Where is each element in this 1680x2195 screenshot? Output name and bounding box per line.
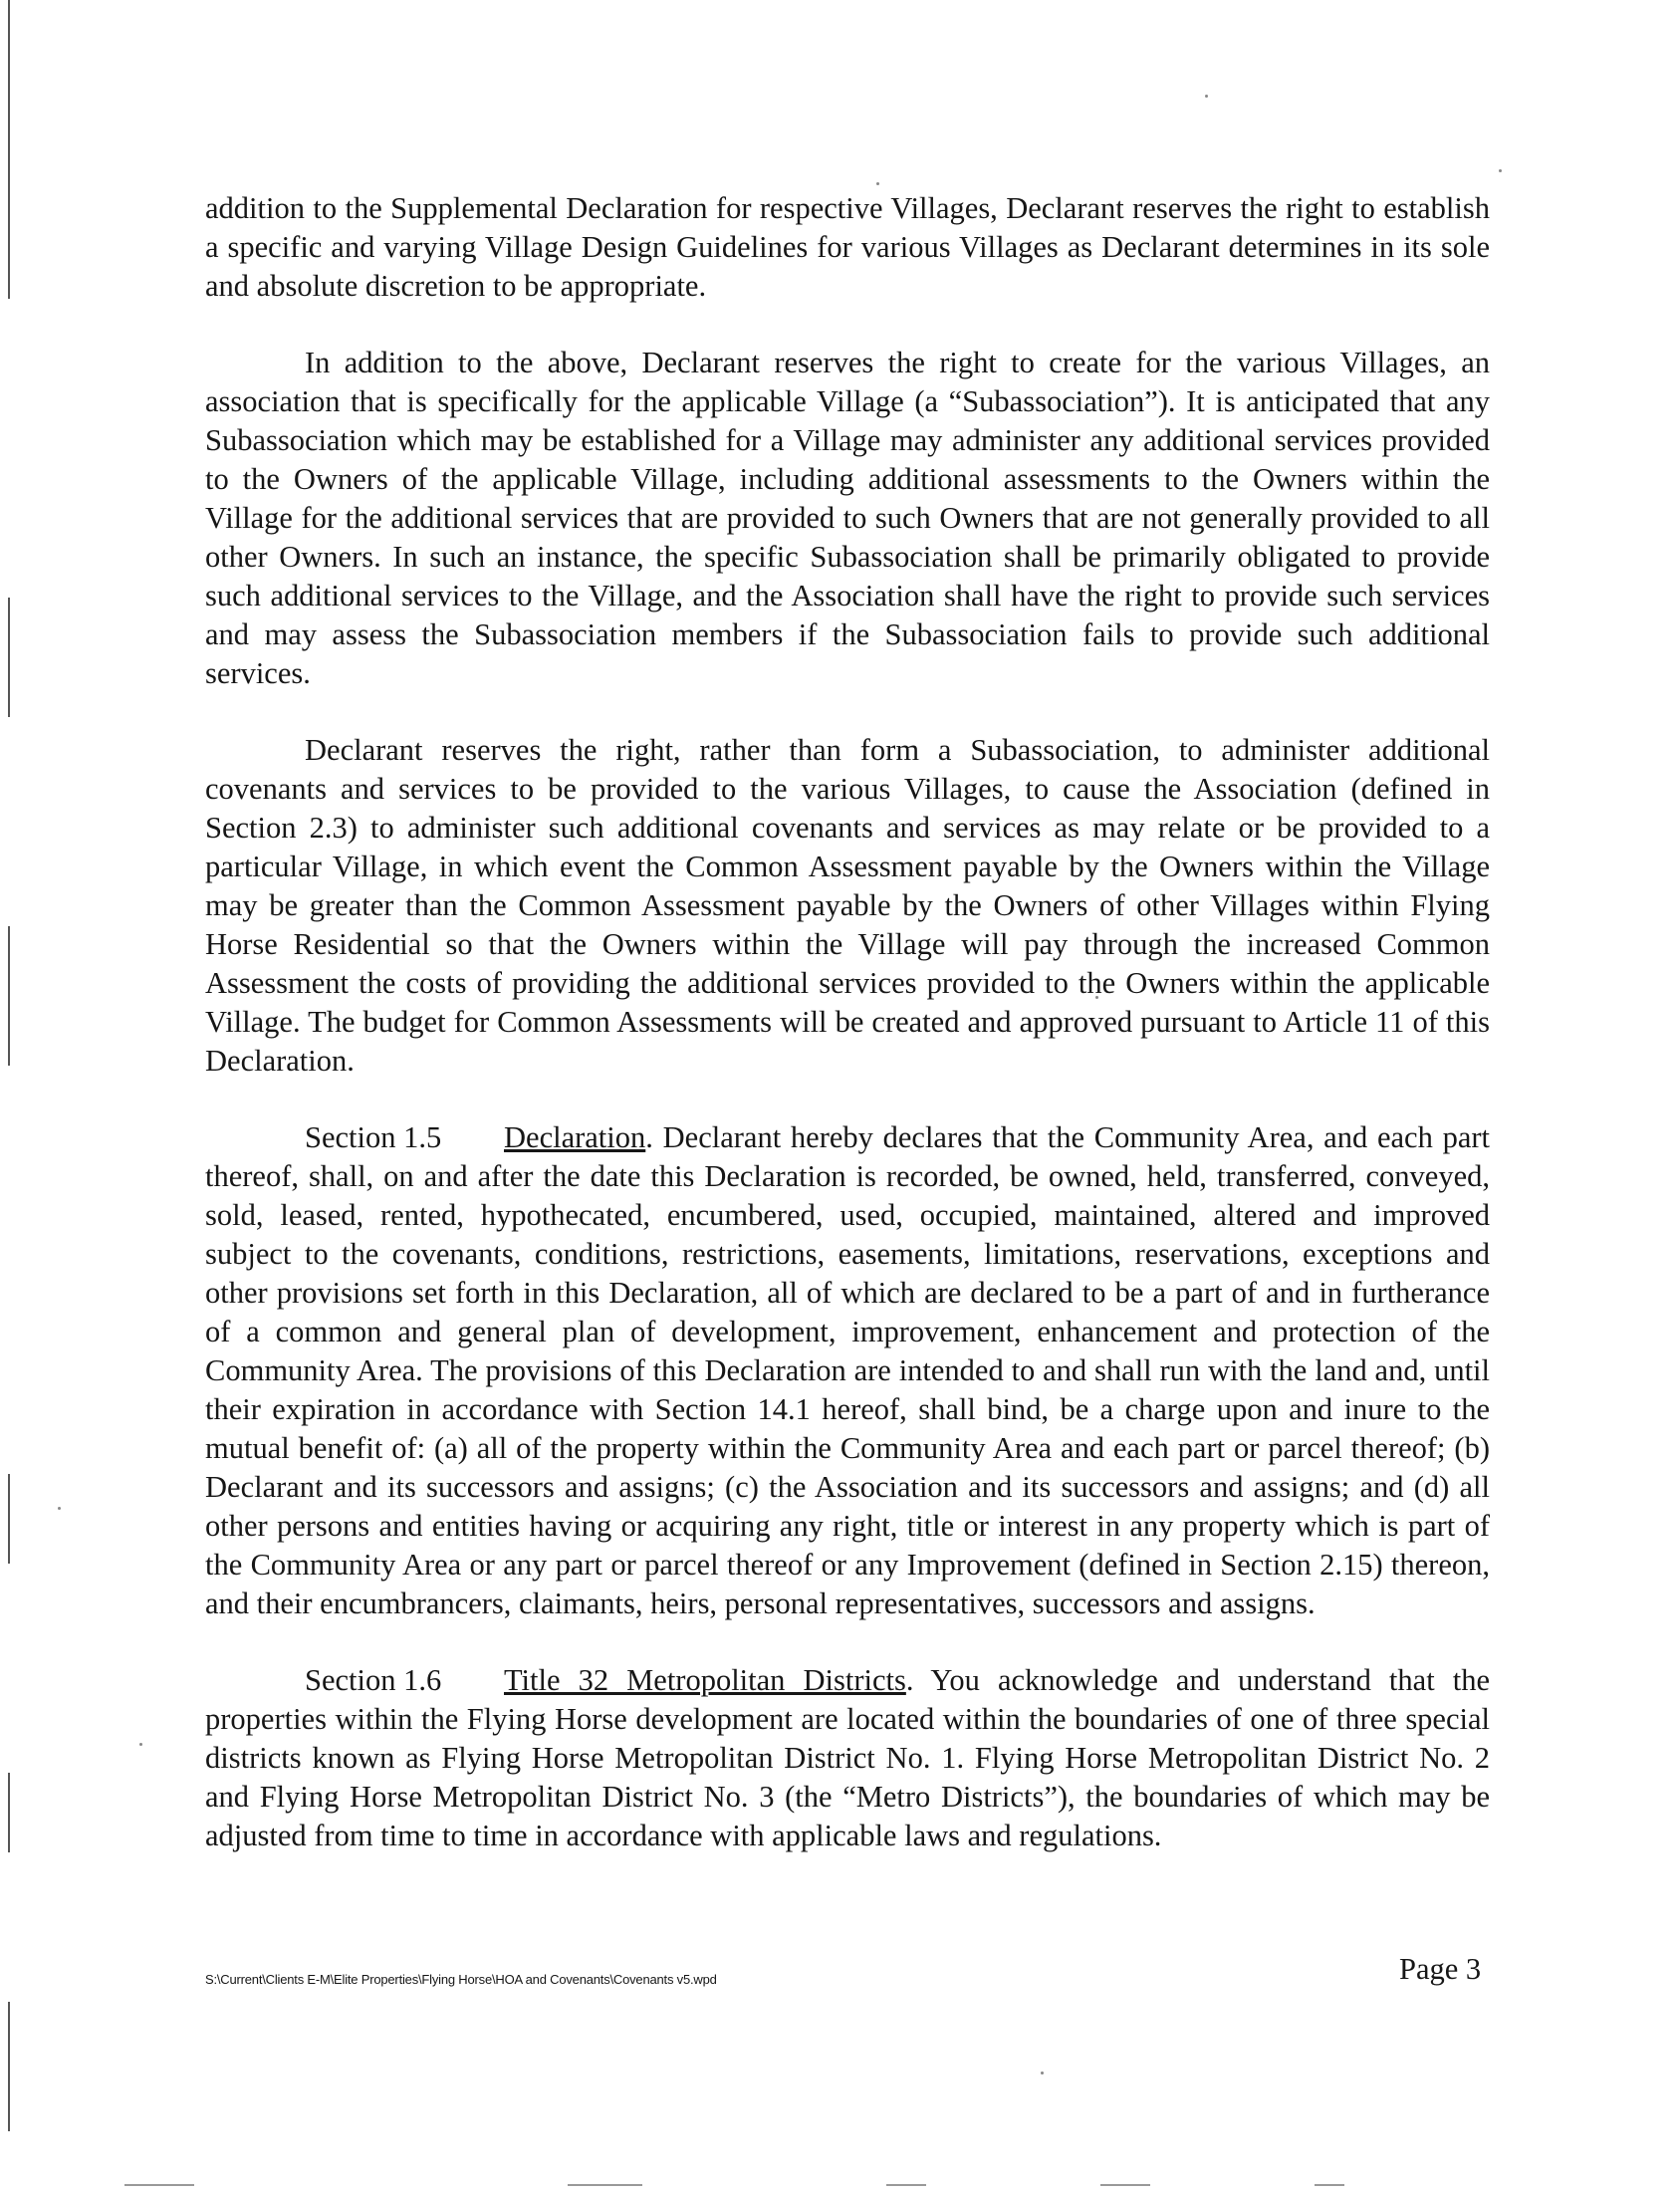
footer-file-path: S:\Current\Clients E-M\Elite Properties\Flying Horse\HOA and Covenants\Covenants v5.wpd	[205, 1972, 717, 1987]
section-1-5-number: Section 1.5	[305, 1120, 442, 1154]
section-1-5-text: . Declarant hereby declares that the Community Area, and each part thereof, shall, on and after the date this Declaration is recorded, be owned, held, transferred, conveyed, sold, leased, rented, hypothecated, encumbered, used, occupied, maintained, altered and improved subject to the covenants, conditions, restrictions, easements, limitations, reservations, exceptions and other provisions set forth in this Declaration, all of which are declared to be a part of and in furtherance of a common and general plan of development, improvement, enhancement and protection of the Community Area. The provisions of this Declaration are intended to and shall run with the land and, until their expiration in accordance with Section 14.1 hereof, shall bind, be a charge upon and inure to the mutual benefit of: (a) all of the property within the Community Area and each part or parcel thereof; (b) Declarant and its successors and assigns; (c) the Association and its successors and assigns; and (d) all other persons and entities having or acquiring any right, title or interest in any property which is part of the Community Area or any part or parcel thereof or any Improvement (defined in Section 2.15) thereon, and their encumbrancers, claimants, heirs, personal representatives, successors and assigns.	[205, 1120, 1490, 1620]
section-1-6-title: Title 32 Metropolitan Districts	[504, 1663, 906, 1697]
scan-edge-line	[8, 926, 10, 1066]
paragraph-subassociation: In addition to the above, Declarant reserves the right to create for the various Villages, an association that is specifically for the applicable Village (a “Subassociation”). It is anticipated that any Subassociation which may be established for a Village may administer any additional services provided to the Owners of the applicable Village, including additional assessments to the Owners within the Village for the additional services that are provided to such Owners that are not generally provided to all other Owners. In such an instance, the specific Subassociation shall be primarily obligated to provide such additional services to the Village, and the Association shall have the right to provide such services and may assess the Subassociation members if the Subassociation fails to provide such additional services.	[205, 346, 1490, 690]
scan-edge-line	[8, 598, 10, 717]
scan-edge-dash	[124, 2184, 194, 2186]
scan-edge-dash	[1315, 2184, 1344, 2186]
scan-edge-dash	[886, 2184, 926, 2186]
scan-speck	[139, 1743, 142, 1746]
scan-edge-dash	[568, 2184, 642, 2186]
scan-speck	[876, 182, 879, 185]
scan-edge-line	[8, 1474, 10, 1564]
scan-edge-line	[8, 1773, 10, 1852]
paragraph-continuation: addition to the Supplemental Declaration for respective Villages, Declarant reserves the right to establish a specific and varying Village Design Guidelines for various Villages as Declarant determines in its sole and absolute discretion to be appropriate.	[205, 191, 1490, 303]
scan-speck	[1205, 95, 1208, 98]
scan-edge-line	[8, 2002, 10, 2131]
paragraph-association-services: Declarant reserves the right, rather than form a Subassociation, to administer additional covenants and services to be provided to the various Villages, to cause the Association (defined in Section 2.3) to administer such additional covenants and services as may relate or be provided to a particular Village, in which event the Common Assessment payable by the Owners within the Village may be greater than the Common Assessment payable by the Owners of other Villages within Flying Horse Residential so that the Owners within the Village will pay through the increased Common Assessment the costs of providing the additional services provided to the Owners within the applicable Village. The budget for Common Assessments will be created and approved pursuant to Article 11 of this Declaration.	[205, 733, 1490, 1078]
scan-speck	[58, 1507, 61, 1510]
scan-speck	[1041, 2072, 1044, 2074]
section-1-6	[205, 1661, 1490, 1855]
section-1-6-text: . You acknowledge and understand that the properties within the Flying Horse development are located within the boundaries of one of three special districts known as Flying Horse Metropolitan District No. 1. Flying Horse Metropolitan District No. 2 and Flying Horse Metropolitan District No. 3 (the “Metro Districts”), the boundaries of which may be adjusted from time to time in accordance with applicable laws and regulations.	[205, 1663, 1490, 1852]
section-1-6-number: Section 1.6	[305, 1663, 442, 1697]
page-number: Page 3	[1399, 1952, 1482, 1986]
scan-edge-line	[8, 0, 10, 299]
document-body	[205, 189, 1490, 1893]
scan-edge-dash	[1100, 2184, 1150, 2186]
section-1-5	[205, 1118, 1490, 1623]
section-1-5-title: Declaration	[504, 1120, 646, 1154]
scan-speck	[1499, 169, 1502, 172]
